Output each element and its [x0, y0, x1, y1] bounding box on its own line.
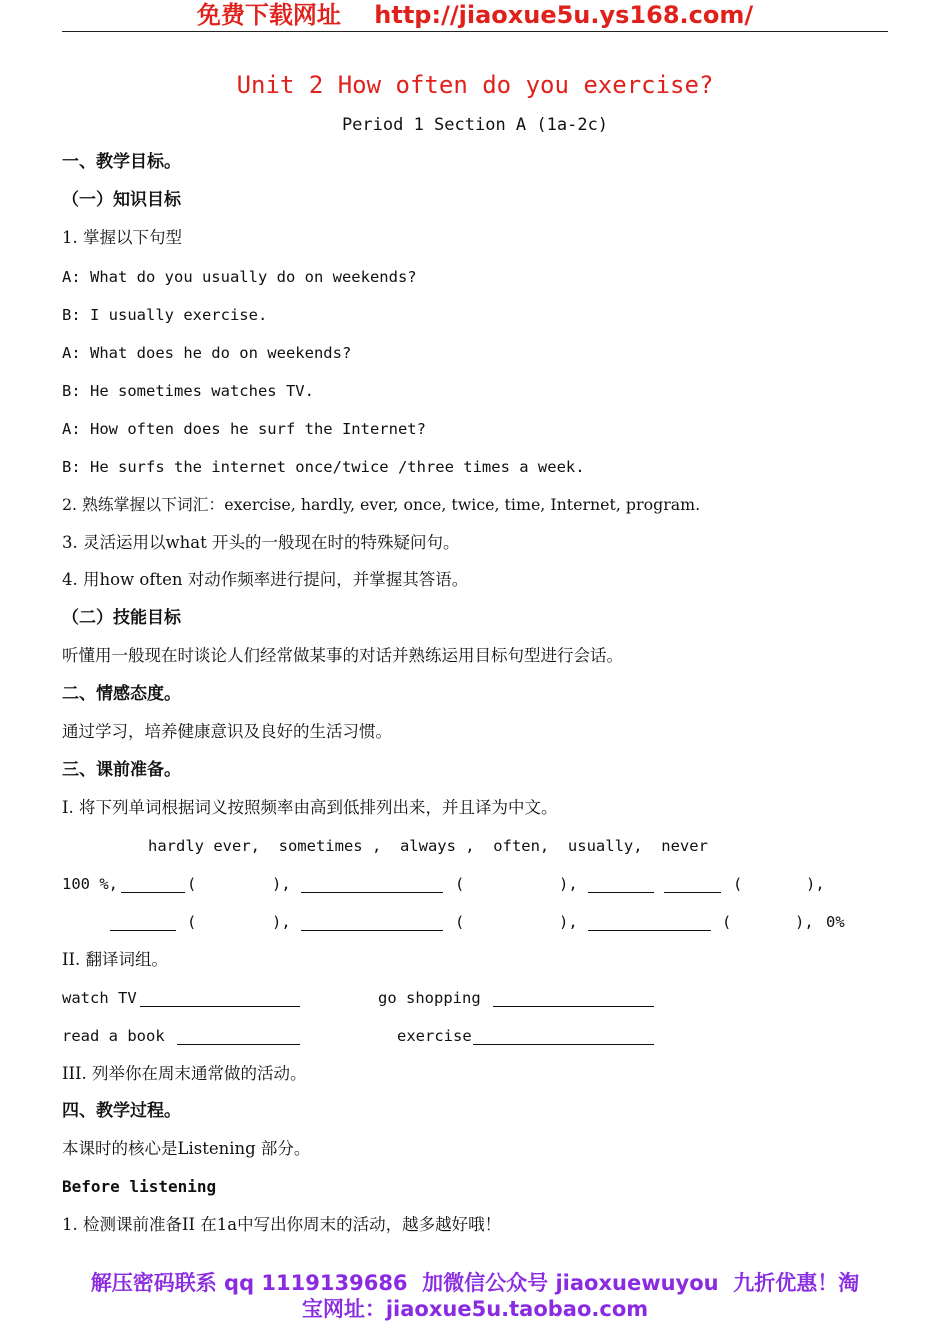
row-end-label: 0% — [826, 913, 845, 931]
section-heading-2: 二、情感态度。 — [62, 684, 181, 704]
list-item-3: 3. 灵活运用以what 开头的一般现在时的特殊疑问句。 — [62, 533, 460, 552]
paren-close: ), — [806, 875, 825, 893]
footer-store-link[interactable]: 宝网址：jiaoxue5u.taobao.com — [301, 1297, 649, 1321]
answer-blank[interactable] — [473, 1028, 654, 1045]
dialogue-line: B: He sometimes watches TV. — [62, 382, 314, 400]
paren-open: ( — [455, 913, 465, 931]
page-title: Unit 2 How often do you exercise? — [236, 71, 714, 99]
before-listening-heading: Before listening — [62, 1177, 217, 1196]
header-banner[interactable]: 免费下载网址 http://jiaoxue5u.ys168.com/ — [196, 1, 754, 29]
phrase-go-shopping: go shopping — [378, 989, 481, 1007]
exercise-1-instruction: I. 将下列单词根据词义按照频率由高到低排列出来，并且译为中文。 — [62, 798, 558, 817]
answer-blank[interactable] — [493, 990, 654, 1007]
before-listening-item-1: 1. 检测课前准备II 在1a中写出你周末的活动，越多越好哦！ — [62, 1215, 502, 1234]
section-heading-1: 一、教学目标。 — [62, 152, 181, 172]
exercise-3-instruction: III. 列举你在周末通常做的活动。 — [62, 1064, 307, 1083]
dialogue-line: A: What do you usually do on weekends? — [62, 268, 417, 286]
section-heading-4: 四、教学过程。 — [62, 1101, 181, 1121]
paren-open: ( — [187, 875, 197, 893]
answer-blank[interactable] — [301, 876, 443, 893]
paragraph: 本课时的核心是Listening 部分。 — [62, 1139, 311, 1158]
exercise-2-instruction: II. 翻译词组。 — [62, 950, 169, 969]
subsection-heading-knowledge: （一）知识目标 — [62, 190, 181, 210]
paren-open: ( — [455, 875, 465, 893]
answer-blank[interactable] — [301, 914, 443, 931]
footer-contact-line: 解压密码联系 qq 1119139686 加微信公众号 jiaoxuewuyou 九折优惠！淘 — [90, 1271, 860, 1295]
dialogue-line: B: I usually exercise. — [62, 306, 268, 324]
dialogue-line: A: How often does he surf the Internet? — [62, 420, 426, 438]
phrase-exercise: exercise — [397, 1027, 472, 1045]
answer-blank[interactable] — [121, 876, 185, 893]
paren-close: ), — [272, 875, 291, 893]
dialogue-line: B: He surfs the internet once/twice /three times a week. — [62, 458, 585, 476]
paren-close: ), — [559, 913, 578, 931]
phrase-watch-tv: watch TV — [62, 989, 137, 1007]
page-subtitle: Period 1 Section A (1a-2c) — [341, 115, 609, 135]
answer-blank[interactable] — [177, 1028, 300, 1045]
answer-blank[interactable] — [140, 990, 300, 1007]
subsection-heading-skills: （二）技能目标 — [62, 608, 181, 628]
paren-close: ), — [559, 875, 578, 893]
row-start-label: 100 %, — [62, 875, 118, 893]
answer-blank[interactable] — [588, 914, 711, 931]
list-item-4: 4. 用how often 对动作频率进行提问，并掌握其答语。 — [62, 570, 469, 589]
paren-open: ( — [733, 875, 743, 893]
word-bank: hardly ever, sometimes , always , often, usually, never — [148, 837, 708, 855]
header-divider — [62, 31, 888, 32]
dialogue-line: A: What does he do on weekends? — [62, 344, 352, 362]
paren-open: ( — [187, 913, 197, 931]
phrase-read-a-book: read a book — [62, 1027, 165, 1045]
paren-close: ), — [272, 913, 291, 931]
paren-open: ( — [722, 913, 732, 931]
list-item-1: 1. 掌握以下句型 — [62, 228, 182, 247]
list-item-2: 2. 熟练掌握以下词汇：exercise, hardly, ever, once, twice, time, Internet, program. — [62, 495, 701, 514]
answer-blank[interactable] — [110, 914, 176, 931]
answer-blank[interactable] — [588, 876, 654, 893]
section-heading-3: 三、课前准备。 — [62, 760, 181, 780]
paragraph: 通过学习，培养健康意识及良好的生活习惯。 — [62, 722, 392, 741]
paragraph: 听懂用一般现在时谈论人们经常做某事的对话并熟练运用目标句型进行会话。 — [62, 646, 623, 665]
answer-blank[interactable] — [664, 876, 721, 893]
paren-close: ), — [795, 913, 814, 931]
